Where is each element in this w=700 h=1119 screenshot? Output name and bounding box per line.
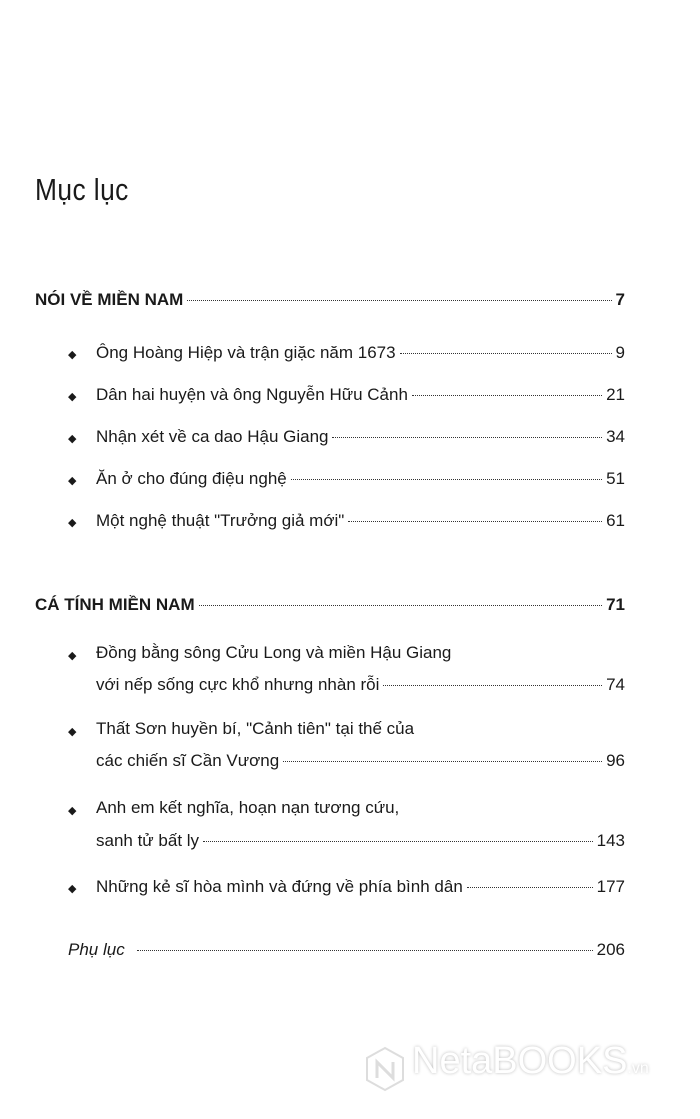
diamond-bullet-icon: ◆: [68, 391, 77, 403]
dot-leader: [332, 437, 602, 438]
toc-item[interactable]: [96, 343, 625, 363]
page-number: 61: [606, 511, 625, 530]
watermark-brand: NetaBOOKS: [412, 1040, 628, 1082]
item-text: Ông Hoàng Hiệp và trận giặc năm 1673: [96, 343, 396, 362]
toc-item[interactable]: [96, 511, 625, 531]
diamond-bullet-icon: ◆: [68, 883, 77, 895]
item-text: Nhận xét về ca dao Hậu Giang: [96, 427, 329, 446]
item-text: Dân hai huyện và ông Nguyễn Hữu Cảnh: [96, 385, 408, 404]
dot-leader: [400, 353, 612, 354]
watermark-suffix: .vn: [627, 1060, 649, 1077]
item-text: Những kẻ sĩ hòa mình và đứng về phía bình dân: [96, 877, 463, 896]
diamond-bullet-icon: ◆: [68, 349, 77, 361]
toc-section-heading[interactable]: [35, 290, 625, 310]
toc-item[interactable]: [96, 751, 625, 771]
diamond-bullet-icon: ◆: [68, 805, 77, 817]
item-text: Một nghệ thuật "Trưởng giả mới": [96, 511, 345, 530]
toc-item[interactable]: [96, 385, 625, 405]
page-title: Mục lục: [35, 172, 129, 207]
page-number: 51: [606, 469, 625, 488]
item-text: với nếp sống cực khổ nhưng nhàn rỗi: [96, 675, 380, 694]
item-text-line1: Đồng bằng sông Cửu Long và miền Hậu Giang: [96, 643, 452, 662]
item-text: Ăn ở cho đúng điệu nghệ: [96, 469, 287, 488]
page-number: 34: [606, 427, 625, 446]
page-number: 177: [596, 877, 625, 896]
watermark: [412, 1040, 649, 1083]
toc-appendix[interactable]: [68, 940, 625, 960]
page-number: 143: [596, 831, 625, 850]
page-number: 21: [606, 385, 625, 404]
page-number: 206: [596, 940, 625, 959]
diamond-bullet-icon: ◆: [68, 650, 77, 662]
item-text: sanh tử bất ly: [96, 831, 200, 850]
dot-leader: [187, 300, 611, 301]
toc-section-heading[interactable]: [35, 595, 625, 615]
page-number: 96: [606, 751, 625, 770]
item-text-line1: Thất Sơn huyền bí, "Cảnh tiên" tại thế của: [96, 719, 415, 738]
toc-item[interactable]: [96, 877, 625, 897]
dot-leader: [199, 605, 602, 606]
toc-item[interactable]: [96, 831, 625, 851]
dot-leader: [412, 395, 602, 396]
page-number: 7: [615, 290, 625, 309]
heading-text: CÁ TÍNH MIỀN NAM: [35, 595, 195, 614]
dot-leader: [291, 479, 602, 480]
dot-leader: [348, 521, 602, 522]
item-text-line1: Anh em kết nghĩa, hoạn nạn tương cứu,: [96, 798, 400, 817]
dot-leader: [383, 685, 602, 686]
page-number: 74: [606, 675, 625, 694]
dot-leader: [203, 841, 593, 842]
page-number: 9: [615, 343, 625, 362]
dot-leader: [137, 950, 593, 951]
item-text: các chiến sĩ Cần Vương: [96, 751, 280, 770]
heading-text: NÓI VỀ MIỀN NAM: [35, 290, 184, 309]
page-number: 71: [606, 595, 625, 614]
toc-item[interactable]: [96, 427, 625, 447]
dot-leader: [467, 887, 593, 888]
diamond-bullet-icon: ◆: [68, 433, 77, 445]
diamond-bullet-icon: ◆: [68, 517, 77, 529]
diamond-bullet-icon: ◆: [68, 726, 77, 738]
toc-item[interactable]: [96, 675, 625, 695]
toc-item[interactable]: [96, 469, 625, 489]
dot-leader: [283, 761, 602, 762]
diamond-bullet-icon: ◆: [68, 475, 77, 487]
netabooks-logo-icon: [365, 1046, 405, 1092]
appendix-text: Phụ lục: [68, 940, 125, 959]
